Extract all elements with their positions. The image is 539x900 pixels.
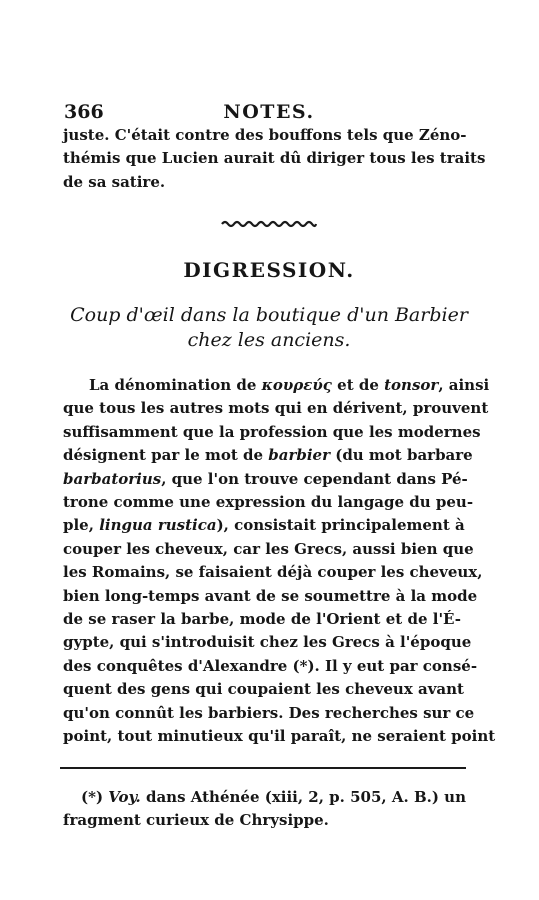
footnote bbox=[63, 786, 466, 832]
text-line: trone comme une expression du langage du peu- bbox=[63, 493, 474, 512]
page-header bbox=[64, 101, 474, 125]
subtitle-line: chez les anciens. bbox=[187, 329, 351, 351]
text-line: de sa satire. bbox=[63, 172, 166, 191]
section-heading: DIGRESSION. bbox=[183, 258, 355, 282]
text-line: barbatorius, que l'on trouve cependant dans Pé- bbox=[63, 469, 468, 488]
text-line: La dénomination de κουρεύς et de tonsor, ainsi bbox=[89, 376, 490, 394]
ornamental-divider bbox=[220, 220, 318, 228]
text-line: gypte, qui s'introduisit chez les Grecs à l'époque bbox=[63, 633, 472, 652]
text-line: les Romains, se faisaient déjà couper les cheveux, bbox=[63, 563, 483, 582]
text-line: qu'on connût les barbiers. Des recherches sur ce bbox=[63, 703, 475, 722]
text-line: juste. C'était contre des bouffons tels que Zéno- bbox=[63, 126, 467, 144]
text-line: suffisamment que la profession que les modernes bbox=[63, 422, 481, 441]
italic-word: Voy. bbox=[108, 788, 141, 806]
text-line: de se raser la barbe, mode de l'Orient et de l'É- bbox=[63, 610, 461, 629]
footnote-line: (*) Voy. dans Athénée (xiii, 2, p. 505, A. B.) un bbox=[81, 788, 466, 806]
latin-word: tonsor bbox=[384, 376, 439, 394]
text-line: désignent par le mot de barbier (du mot barbare bbox=[63, 446, 473, 465]
italic-word: barbier bbox=[268, 446, 330, 465]
subtitle-line: Coup d'œil dans la boutique d'un Barbier bbox=[70, 304, 468, 326]
italic-word: lingua rustica bbox=[99, 516, 217, 535]
italic-word: barbatorius bbox=[63, 469, 162, 488]
continuation-text bbox=[63, 124, 486, 194]
text-line: ple, lingua rustica), consistait principalement à bbox=[63, 516, 465, 535]
running-head: NOTES. bbox=[223, 101, 315, 123]
main-paragraph bbox=[63, 374, 496, 749]
text-line: quent des gens qui coupaient les cheveux avant bbox=[63, 680, 464, 699]
page-number: 366 bbox=[64, 101, 104, 123]
footnote-line: fragment curieux de Chrysippe. bbox=[63, 811, 329, 829]
greek-word: κουρεύς bbox=[261, 376, 332, 394]
text-line: des conquêtes d'Alexandre (*). Il y eut par consé- bbox=[63, 656, 478, 675]
text-line: couper les cheveux, car les Grecs, aussi bien que bbox=[63, 539, 474, 558]
footnote-rule bbox=[60, 767, 466, 769]
text-line: bien long-temps avant de se soumettre à la mode bbox=[63, 586, 478, 605]
section-subtitle bbox=[64, 303, 474, 353]
text-line: que tous les autres mots qui en dérivent, prouvent bbox=[63, 399, 489, 418]
text-line: thémis que Lucien aurait dû diriger tous les traits bbox=[63, 149, 486, 168]
text-line: point, tout minutieux qu'il paraît, ne seraient point bbox=[63, 727, 496, 746]
